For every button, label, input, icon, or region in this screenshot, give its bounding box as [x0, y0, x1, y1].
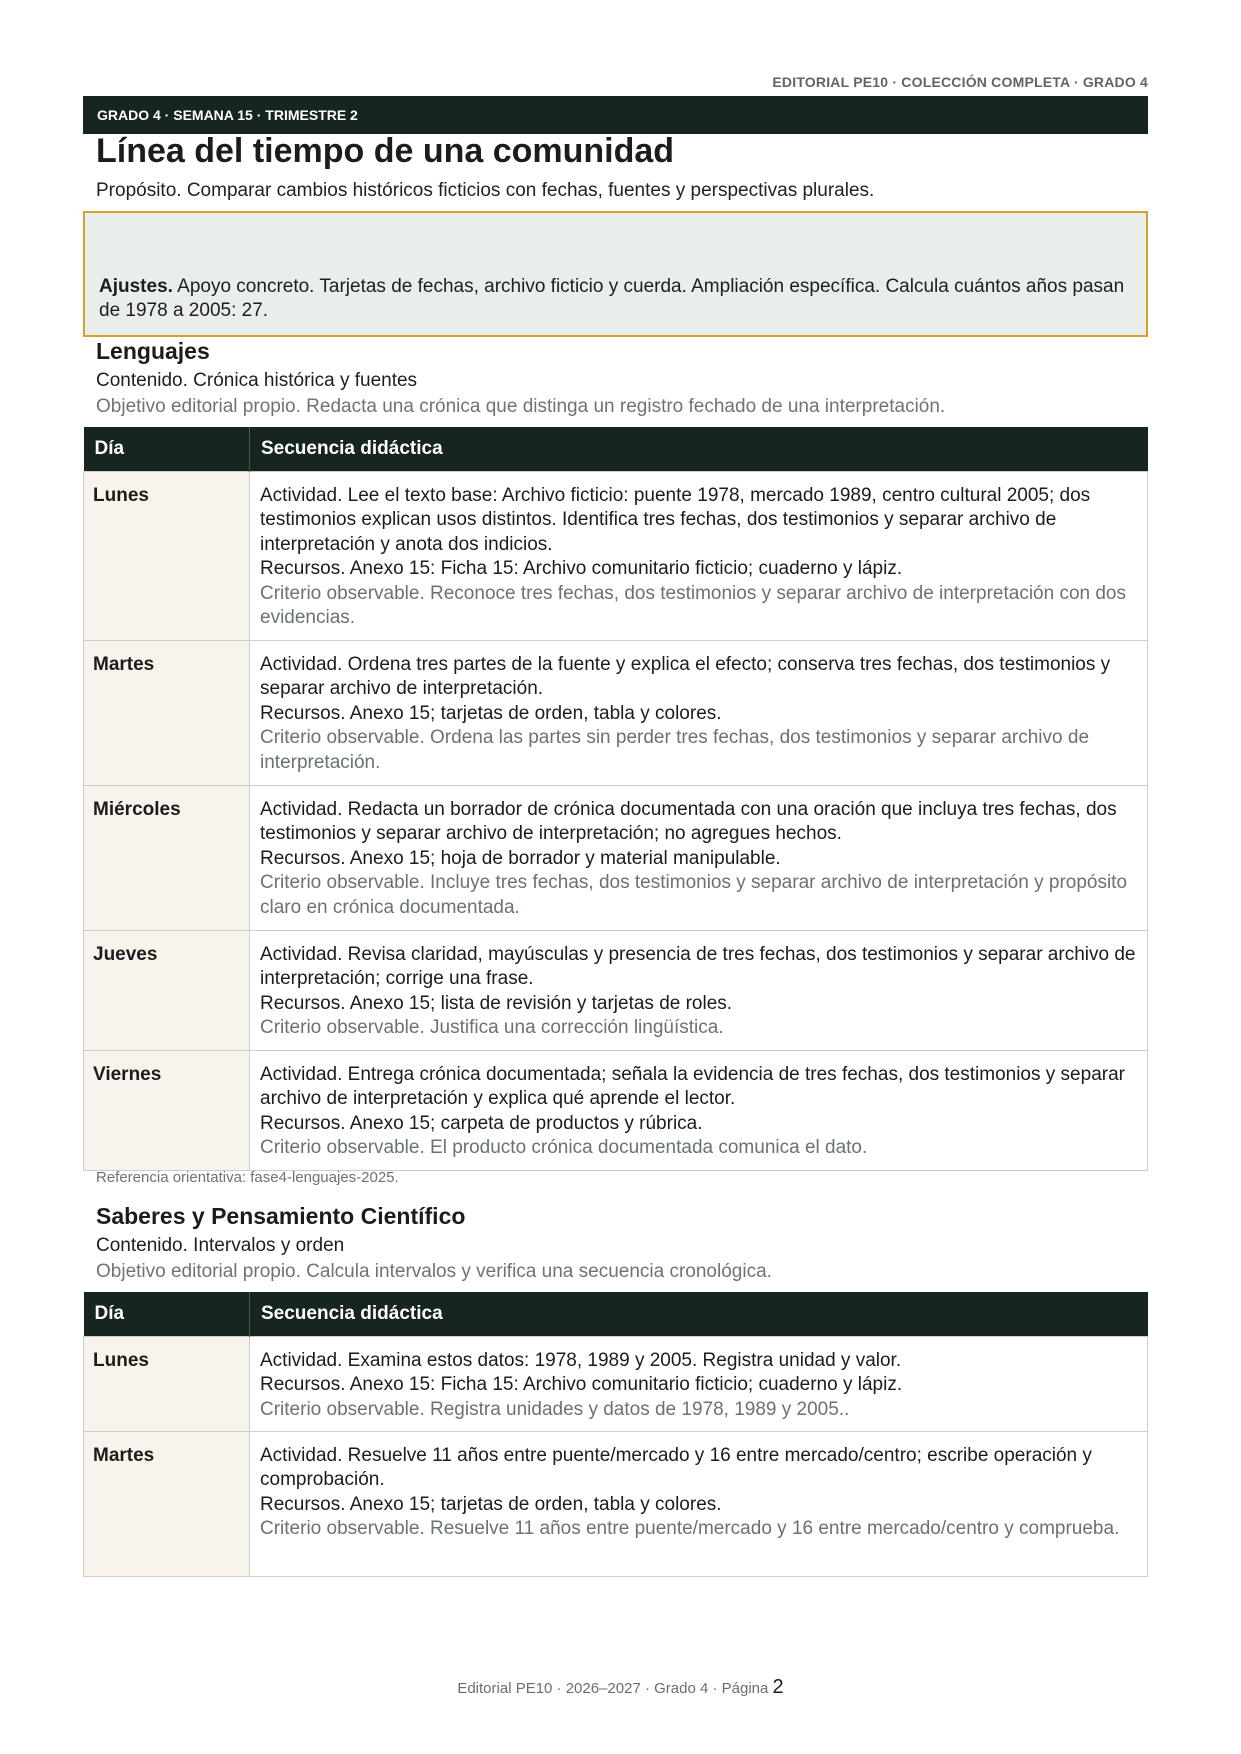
column-header-day: Día: [84, 1292, 250, 1336]
adjustments-body: Apoyo concreto. Tarjetas de fechas, archivo ficticio y cuerda. Ampliación específica. Calcula cuántos años pasan de 1978 a 2005: 27.: [99, 276, 1125, 321]
day-cell: Lunes: [84, 1336, 250, 1431]
resources-text: Recursos. Anexo 15; carpeta de productos y rúbrica.: [260, 1112, 703, 1134]
section-objective-lenguajes: Objetivo editorial propio. Redacta una crónica que distinga un registro fechado de una interpretación.: [96, 396, 946, 417]
day-cell: Jueves: [84, 930, 250, 1050]
criterion-text: Criterio observable. El producto crónica documentada comunica el dato.: [260, 1137, 868, 1158]
column-header-sequence: Secuencia didáctica: [250, 1292, 1148, 1336]
sequence-cell: [250, 930, 1148, 1050]
column-header-day: Día: [84, 427, 250, 471]
plan-table-saberes: [83, 1292, 1148, 1577]
sequence-cell: [250, 1050, 1148, 1170]
resources-text: Recursos. Anexo 15; tarjetas de orden, tabla y colores.: [260, 702, 722, 724]
section-content-lenguajes: Contenido. Crónica histórica y fuentes: [96, 370, 418, 391]
resources-text: Recursos. Anexo 15; tarjetas de orden, tabla y colores.: [260, 1493, 722, 1515]
section-title-lenguajes: Lenguajes: [96, 338, 210, 364]
activity-text: Actividad. Redacta un borrador de crónica documentada con una oración que incluya tres fechas, dos testimonios y separar archivo de interpretación; no agregues hechos.: [260, 798, 1117, 844]
adjustments-box: [83, 211, 1148, 337]
table-row: [84, 1336, 1148, 1431]
footer-text: Editorial PE10 · 2026–2027 · Grado 4 · Página: [457, 1680, 769, 1697]
day-cell: Lunes: [84, 471, 250, 640]
activity-text: Actividad. Examina estos datos: 1978, 1989 y 2005. Registra unidad y valor.: [260, 1349, 902, 1371]
criterion-text: Criterio observable. Resuelve 11 años entre puente/mercado y 16 entre mercado/centro y comprueba.: [260, 1518, 1120, 1539]
sequence-cell: [250, 785, 1148, 930]
reference-note: Referencia orientativa: fase4-lenguajes-2025.: [96, 1169, 399, 1186]
sequence-cell: [250, 471, 1148, 640]
activity-text: Actividad. Lee el texto base: Archivo ficticio: puente 1978, mercado 1989, centro cultural 2005; dos testimonios explican usos distintos. Identifica tres fechas, dos testimonios y separar archivo de interpretación y anota dos indicios.: [260, 484, 1091, 555]
criterion-text: Criterio observable. Justifica una corrección lingüística.: [260, 1017, 724, 1038]
table-row: [84, 1050, 1148, 1170]
running-head: EDITORIAL PE10 · COLECCIÓN COMPLETA · GRADO 4: [772, 74, 1148, 90]
sequence-cell: [250, 640, 1148, 785]
table-header-row: [84, 1292, 1148, 1336]
section-objective-saberes: Objetivo editorial propio. Calcula intervalos y verifica una secuencia cronológica.: [96, 1261, 772, 1282]
activity-text: Actividad. Revisa claridad, mayúsculas y presencia de tres fechas, dos testimonios y separar archivo de interpretación; corrige una frase.: [260, 943, 1136, 989]
adjustments-label: Ajustes.: [99, 276, 173, 297]
sequence-cell: [250, 1336, 1148, 1431]
column-header-sequence: Secuencia didáctica: [250, 427, 1148, 471]
activity-text: Actividad. Ordena tres partes de la fuente y explica el efecto; conserva tres fechas, dos testimonios y separar archivo de interpretación.: [260, 653, 1111, 699]
table-row: [84, 640, 1148, 785]
criterion-text: Criterio observable. Registra unidades y datos de 1978, 1989 y 2005..: [260, 1398, 850, 1420]
page-footer: [0, 1676, 1241, 1699]
table-header-row: [84, 427, 1148, 471]
activity-text: Actividad. Resuelve 11 años entre puente/mercado y 16 entre mercado/centro; escribe operación y comprobación.: [260, 1444, 1092, 1490]
day-cell: Viernes: [84, 1050, 250, 1170]
criterion-text: Criterio observable. Incluye tres fechas, dos testimonios y separar archivo de interpretación y propósito claro en crónica documentada.: [260, 872, 1128, 918]
table-row: [84, 1431, 1148, 1576]
resources-text: Recursos. Anexo 15: Ficha 15: Archivo comunitario ficticio; cuaderno y lápiz.: [260, 1374, 903, 1395]
day-cell: Miércoles: [84, 785, 250, 930]
table-row: [84, 785, 1148, 930]
section-content-saberes: Contenido. Intervalos y orden: [96, 1235, 345, 1256]
adjustments-text: [99, 275, 1129, 323]
page-number: 2: [772, 1676, 784, 1698]
grade-week-band: GRADO 4 · SEMANA 15 · TRIMESTRE 2: [83, 96, 1148, 134]
table-row: [84, 471, 1148, 640]
plan-table-lenguajes: [83, 427, 1148, 1171]
resources-text: Recursos. Anexo 15; lista de revisión y tarjetas de roles.: [260, 992, 733, 1014]
sequence-cell: [250, 1431, 1148, 1576]
resources-text: Recursos. Anexo 15; hoja de borrador y material manipulable.: [260, 847, 781, 869]
criterion-text: Criterio observable. Reconoce tres fechas, dos testimonios y separar archivo de interpretación con dos evidencias.: [260, 582, 1126, 628]
criterion-text: Criterio observable. Ordena las partes sin perder tres fechas, dos testimonios y separar archivo de interpretación.: [260, 727, 1090, 773]
table-row: [84, 930, 1148, 1050]
section-title-saberes: Saberes y Pensamiento Científico: [96, 1203, 466, 1229]
activity-text: Actividad. Entrega crónica documentada; señala la evidencia de tres fechas, dos testimonios y separar archivo de interpretación y explica qué aprende el lector.: [260, 1063, 1125, 1109]
purpose-line: Propósito. Comparar cambios históricos ficticios con fechas, fuentes y perspectivas plurales.: [96, 180, 875, 201]
page-title: Línea del tiempo de una comunidad: [96, 132, 675, 170]
resources-text: Recursos. Anexo 15: Ficha 15: Archivo comunitario ficticio; cuaderno y lápiz.: [260, 558, 903, 579]
day-cell: Martes: [84, 640, 250, 785]
day-cell: Martes: [84, 1431, 250, 1576]
